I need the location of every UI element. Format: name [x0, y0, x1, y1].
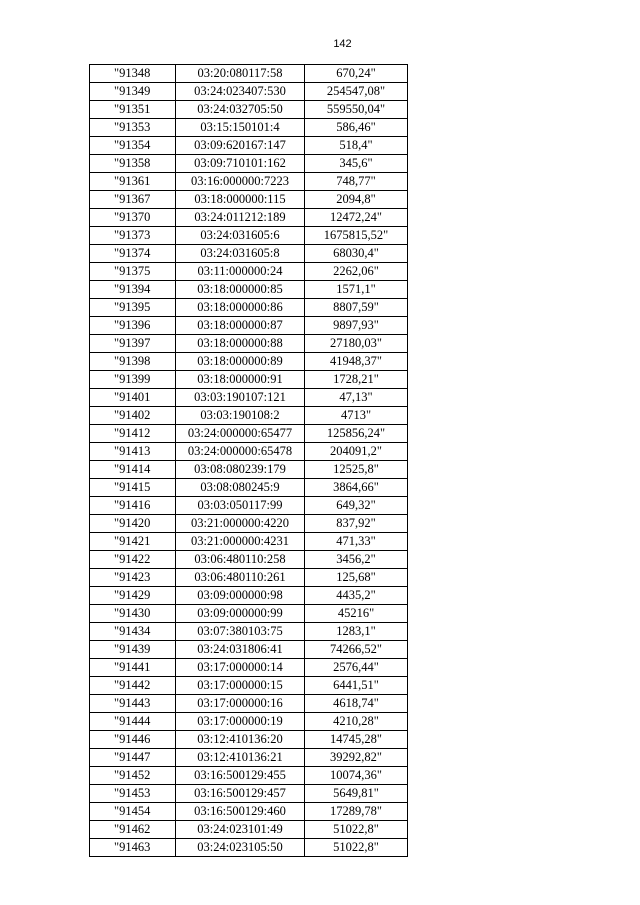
value-cell: 1283,1"	[305, 623, 408, 641]
row-id-cell: "91423	[90, 569, 176, 587]
value-cell: 4210,28"	[305, 713, 408, 731]
row-id-cell: "91421	[90, 533, 176, 551]
cadastral-number-cell: 03:24:000000:65477	[176, 425, 305, 443]
table-row	[90, 839, 408, 857]
row-id-cell: "91361	[90, 173, 176, 191]
table-row	[90, 137, 408, 155]
row-id-cell: "91414	[90, 461, 176, 479]
row-id-cell: "91429	[90, 587, 176, 605]
value-cell: 125856,24"	[305, 425, 408, 443]
table-row	[90, 821, 408, 839]
value-cell: 670,24"	[305, 65, 408, 83]
value-cell: 12525,8"	[305, 461, 408, 479]
cadastral-number-cell: 03:06:480110:261	[176, 569, 305, 587]
value-cell: 45216"	[305, 605, 408, 623]
page-number: 142	[333, 38, 352, 50]
table-row	[90, 731, 408, 749]
cadastral-number-cell: 03:09:000000:98	[176, 587, 305, 605]
table-row	[90, 461, 408, 479]
cadastral-number-cell: 03:09:710101:162	[176, 155, 305, 173]
value-cell: 3864,66"	[305, 479, 408, 497]
table-row	[90, 605, 408, 623]
cadastral-number-cell: 03:16:500129:457	[176, 785, 305, 803]
cadastral-number-cell: 03:20:080117:58	[176, 65, 305, 83]
value-cell: 41948,37"	[305, 353, 408, 371]
table-row	[90, 335, 408, 353]
table-row	[90, 389, 408, 407]
cadastral-number-cell: 03:21:000000:4220	[176, 515, 305, 533]
cadastral-number-cell: 03:03:190107:121	[176, 389, 305, 407]
row-id-cell: "91444	[90, 713, 176, 731]
cadastral-number-cell: 03:09:000000:99	[176, 605, 305, 623]
table-row	[90, 623, 408, 641]
cadastral-number-cell: 03:18:000000:115	[176, 191, 305, 209]
value-cell: 2094,8"	[305, 191, 408, 209]
table-row	[90, 227, 408, 245]
table-row	[90, 65, 408, 83]
table-row	[90, 245, 408, 263]
value-cell: 6441,51"	[305, 677, 408, 695]
row-id-cell: "91442	[90, 677, 176, 695]
row-id-cell: "91463	[90, 839, 176, 857]
row-id-cell: "91395	[90, 299, 176, 317]
row-id-cell: "91439	[90, 641, 176, 659]
cadastral-number-cell: 03:24:011212:189	[176, 209, 305, 227]
cadastral-number-cell: 03:08:080239:179	[176, 461, 305, 479]
value-cell: 4435,2"	[305, 587, 408, 605]
row-id-cell: "91399	[90, 371, 176, 389]
cadastral-number-cell: 03:24:000000:65478	[176, 443, 305, 461]
table-row	[90, 371, 408, 389]
table-row	[90, 785, 408, 803]
value-cell: 4713"	[305, 407, 408, 425]
table-row	[90, 425, 408, 443]
value-cell: 204091,2"	[305, 443, 408, 461]
table-row	[90, 353, 408, 371]
cadastral-number-cell: 03:16:500129:455	[176, 767, 305, 785]
value-cell: 1675815,52"	[305, 227, 408, 245]
row-id-cell: "91454	[90, 803, 176, 821]
table-row	[90, 515, 408, 533]
row-id-cell: "91446	[90, 731, 176, 749]
table-row	[90, 155, 408, 173]
table-row	[90, 695, 408, 713]
row-id-cell: "91353	[90, 119, 176, 137]
row-id-cell: "91401	[90, 389, 176, 407]
value-cell: 3456,2"	[305, 551, 408, 569]
row-id-cell: "91375	[90, 263, 176, 281]
cadastral-number-cell: 03:12:410136:21	[176, 749, 305, 767]
row-id-cell: "91443	[90, 695, 176, 713]
row-id-cell: "91354	[90, 137, 176, 155]
cadastral-number-cell: 03:21:000000:4231	[176, 533, 305, 551]
row-id-cell: "91349	[90, 83, 176, 101]
cadastral-number-cell: 03:09:620167:147	[176, 137, 305, 155]
row-id-cell: "91453	[90, 785, 176, 803]
value-cell: 471,33"	[305, 533, 408, 551]
table-row	[90, 677, 408, 695]
value-cell: 2576,44"	[305, 659, 408, 677]
row-id-cell: "91412	[90, 425, 176, 443]
cadastral-number-cell: 03:17:000000:14	[176, 659, 305, 677]
cadastral-number-cell: 03:17:000000:19	[176, 713, 305, 731]
table-row	[90, 587, 408, 605]
table-row	[90, 641, 408, 659]
cadastral-number-cell: 03:07:380103:75	[176, 623, 305, 641]
table-row	[90, 317, 408, 335]
value-cell: 68030,4"	[305, 245, 408, 263]
cadastral-number-cell: 03:24:023101:49	[176, 821, 305, 839]
row-id-cell: "91397	[90, 335, 176, 353]
cadastral-number-cell: 03:18:000000:89	[176, 353, 305, 371]
table-row	[90, 749, 408, 767]
row-id-cell: "91415	[90, 479, 176, 497]
value-cell: 345,6"	[305, 155, 408, 173]
value-cell: 14745,28"	[305, 731, 408, 749]
value-cell: 559550,04"	[305, 101, 408, 119]
row-id-cell: "91367	[90, 191, 176, 209]
table-row	[90, 119, 408, 137]
table-row	[90, 407, 408, 425]
row-id-cell: "91351	[90, 101, 176, 119]
value-cell: 837,92"	[305, 515, 408, 533]
table-row	[90, 551, 408, 569]
data-table	[89, 64, 408, 857]
cadastral-number-cell: 03:24:032705:50	[176, 101, 305, 119]
cadastral-number-cell: 03:17:000000:16	[176, 695, 305, 713]
cadastral-number-cell: 03:03:050117:99	[176, 497, 305, 515]
row-id-cell: "91434	[90, 623, 176, 641]
cadastral-number-cell: 03:24:031605:6	[176, 227, 305, 245]
value-cell: 586,46"	[305, 119, 408, 137]
value-cell: 17289,78"	[305, 803, 408, 821]
row-id-cell: "91420	[90, 515, 176, 533]
value-cell: 51022,8"	[305, 821, 408, 839]
row-id-cell: "91462	[90, 821, 176, 839]
cadastral-number-cell: 03:18:000000:86	[176, 299, 305, 317]
cadastral-number-cell: 03:18:000000:91	[176, 371, 305, 389]
value-cell: 47,13"	[305, 389, 408, 407]
table-row	[90, 569, 408, 587]
cadastral-number-cell: 03:18:000000:85	[176, 281, 305, 299]
table-row	[90, 497, 408, 515]
row-id-cell: "91422	[90, 551, 176, 569]
table-row	[90, 83, 408, 101]
value-cell: 74266,52"	[305, 641, 408, 659]
cadastral-number-cell: 03:18:000000:87	[176, 317, 305, 335]
row-id-cell: "91447	[90, 749, 176, 767]
row-id-cell: "91452	[90, 767, 176, 785]
value-cell: 518,4"	[305, 137, 408, 155]
row-id-cell: "91398	[90, 353, 176, 371]
value-cell: 2262,06"	[305, 263, 408, 281]
row-id-cell: "91370	[90, 209, 176, 227]
table-row	[90, 767, 408, 785]
value-cell: 39292,82"	[305, 749, 408, 767]
cadastral-number-cell: 03:24:031605:8	[176, 245, 305, 263]
value-cell: 27180,03"	[305, 335, 408, 353]
value-cell: 748,77"	[305, 173, 408, 191]
value-cell: 12472,24"	[305, 209, 408, 227]
table-row	[90, 173, 408, 191]
table-row	[90, 209, 408, 227]
value-cell: 9897,93"	[305, 317, 408, 335]
row-id-cell: "91402	[90, 407, 176, 425]
cadastral-number-cell: 03:24:023105:50	[176, 839, 305, 857]
table-row	[90, 713, 408, 731]
value-cell: 5649,81"	[305, 785, 408, 803]
table-row	[90, 443, 408, 461]
cadastral-number-cell: 03:06:480110:258	[176, 551, 305, 569]
value-cell: 4618,74"	[305, 695, 408, 713]
table-row	[90, 263, 408, 281]
row-id-cell: "91394	[90, 281, 176, 299]
table-row	[90, 191, 408, 209]
cadastral-number-cell: 03:16:000000:7223	[176, 173, 305, 191]
table-row	[90, 101, 408, 119]
value-cell: 254547,08"	[305, 83, 408, 101]
cadastral-number-cell: 03:11:000000:24	[176, 263, 305, 281]
row-id-cell: "91413	[90, 443, 176, 461]
cadastral-number-cell: 03:08:080245:9	[176, 479, 305, 497]
cadastral-number-cell: 03:16:500129:460	[176, 803, 305, 821]
row-id-cell: "91373	[90, 227, 176, 245]
row-id-cell: "91441	[90, 659, 176, 677]
row-id-cell: "91374	[90, 245, 176, 263]
value-cell: 1571,1"	[305, 281, 408, 299]
row-id-cell: "91358	[90, 155, 176, 173]
cadastral-number-cell: 03:03:190108:2	[176, 407, 305, 425]
table-row	[90, 803, 408, 821]
value-cell: 51022,8"	[305, 839, 408, 857]
cadastral-number-cell: 03:17:000000:15	[176, 677, 305, 695]
table-row	[90, 533, 408, 551]
value-cell: 125,68"	[305, 569, 408, 587]
cadastral-number-cell: 03:24:031806:41	[176, 641, 305, 659]
table-row	[90, 479, 408, 497]
row-id-cell: "91348	[90, 65, 176, 83]
row-id-cell: "91430	[90, 605, 176, 623]
value-cell: 8807,59"	[305, 299, 408, 317]
table-row	[90, 281, 408, 299]
row-id-cell: "91396	[90, 317, 176, 335]
value-cell: 649,32"	[305, 497, 408, 515]
table-row	[90, 659, 408, 677]
value-cell: 1728,21"	[305, 371, 408, 389]
row-id-cell: "91416	[90, 497, 176, 515]
value-cell: 10074,36"	[305, 767, 408, 785]
cadastral-number-cell: 03:24:023407:530	[176, 83, 305, 101]
table-body	[90, 65, 408, 857]
table-row	[90, 299, 408, 317]
cadastral-number-cell: 03:18:000000:88	[176, 335, 305, 353]
cadastral-number-cell: 03:12:410136:20	[176, 731, 305, 749]
cadastral-number-cell: 03:15:150101:4	[176, 119, 305, 137]
